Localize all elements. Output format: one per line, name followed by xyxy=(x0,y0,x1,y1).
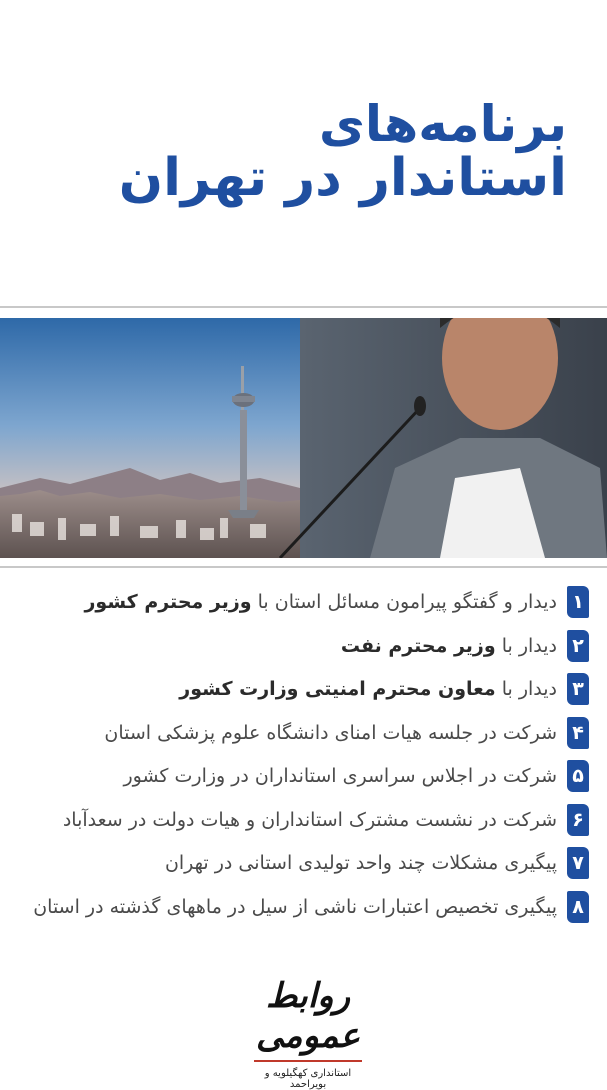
public-relations-logo xyxy=(248,972,368,1090)
list-item xyxy=(14,804,589,836)
item-text: شرکت در نشست مشترک استانداران و هیات دولت در سعدآباد xyxy=(62,808,557,831)
bottom-divider xyxy=(0,566,607,568)
item-number-badge: ۶ xyxy=(567,804,589,836)
item-text: شرکت در جلسه هیات امنای دانشگاه علوم پزشکی استان xyxy=(104,721,557,744)
item-number-badge: ۵ xyxy=(567,760,589,792)
logo-mark: روابط عمومی xyxy=(255,976,361,1056)
program-list xyxy=(14,586,589,940)
list-item xyxy=(14,760,589,792)
logo-subtitle: استانداری کهگیلویه و بویراحمد xyxy=(264,1068,352,1090)
item-text: دیدار با وزیر محترم نفت xyxy=(340,634,557,657)
title-line-2: استاندار در تهران xyxy=(118,147,567,208)
header-photo xyxy=(0,318,607,558)
item-number-badge: ۷ xyxy=(567,847,589,879)
logo-rule xyxy=(254,1060,362,1062)
item-text: پیگیری تخصیص اعتبارات ناشی از سیل در ماههای گذشته در استان xyxy=(33,895,557,918)
top-divider xyxy=(0,306,607,308)
item-number-badge: ۳ xyxy=(567,673,589,705)
list-item xyxy=(14,891,589,929)
list-item xyxy=(14,847,589,879)
item-text: پیگیری مشکلات چند واحد تولیدی استانی در تهران xyxy=(164,852,557,874)
page-title xyxy=(97,95,567,208)
list-item xyxy=(14,673,589,705)
item-text: شرکت در اجلاس سراسری استانداران در وزارت کشور xyxy=(123,765,557,787)
item-number-badge: ۴ xyxy=(567,717,589,749)
item-text: دیدار با معاون محترم امنیتی وزارت کشور xyxy=(179,678,557,700)
item-number-badge: ۸ xyxy=(567,891,589,923)
list-item xyxy=(14,717,589,749)
list-item xyxy=(14,586,589,618)
item-number-badge: ۱ xyxy=(567,586,589,618)
item-number-badge: ۲ xyxy=(567,630,589,662)
item-text: دیدار و گفتگو پیرامون مسائل استان با وزیر محترم کشور xyxy=(84,591,557,613)
title-line-1: برنامه‌های xyxy=(319,95,567,153)
list-item xyxy=(14,630,589,662)
